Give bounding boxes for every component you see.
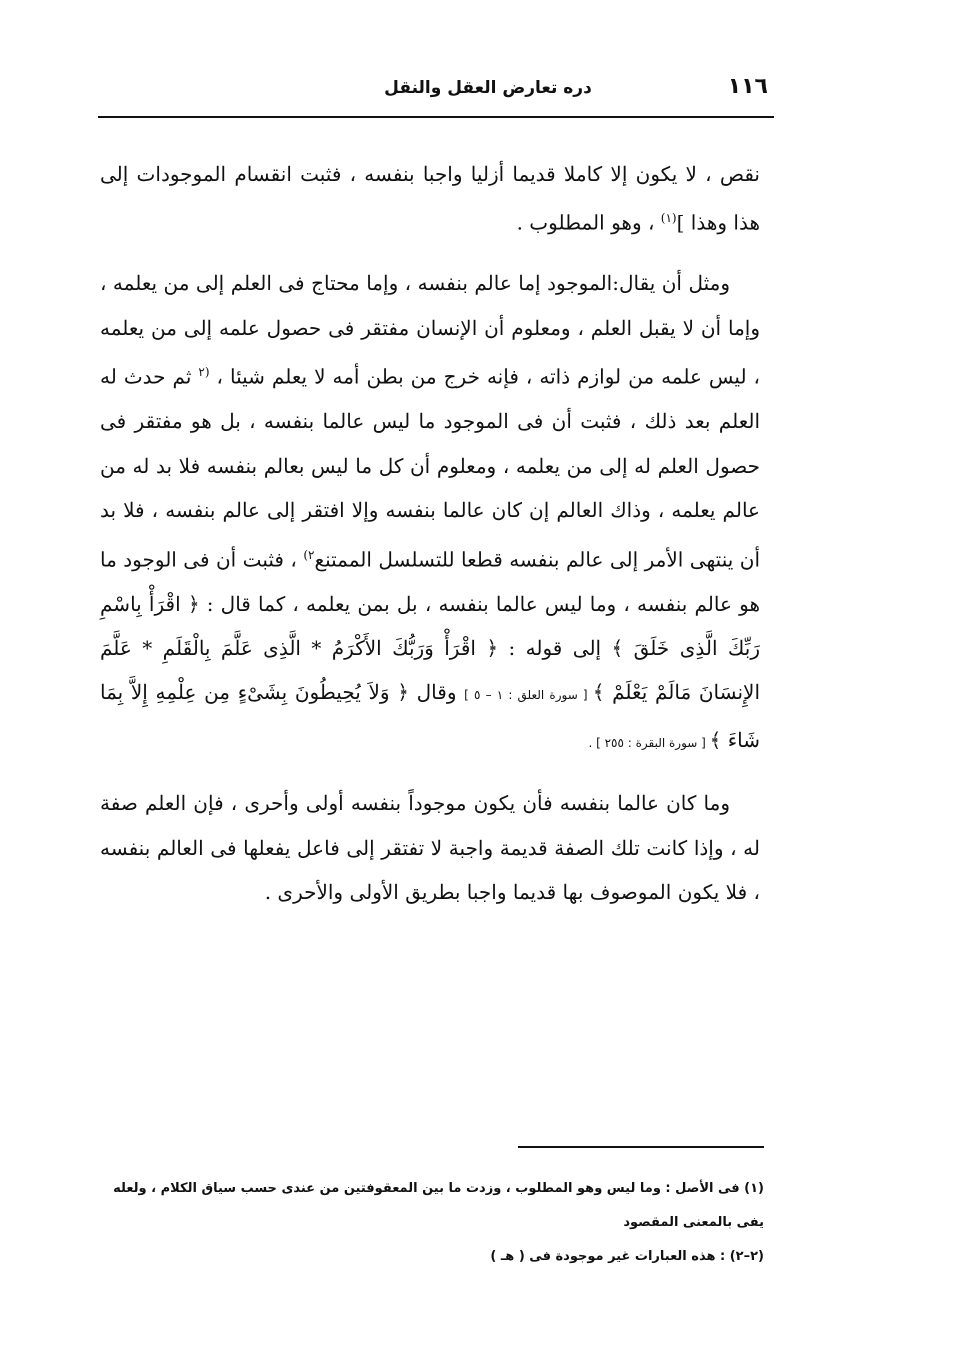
surah-reference-2: [ سورة البقرة : ٢٥٥ ] . (588, 735, 710, 750)
paragraph-1-text-a: نقص ، لا يكون إلا كاملا قديما أزليا واجبا بنفسه ، فثبت انقسام الموجودات إلى هذا وهذا ] (100, 162, 760, 236)
main-text (100, 152, 760, 914)
footnote-marker-2-close: ٢) (303, 547, 315, 562)
quran-verse-3: ﴿ وَلاَ يُحِيطُونَ بِشَىْءٍ مِن عِلْمِهِ إِلاَّ بِمَا شَاءَ ﴾ (100, 680, 760, 752)
paragraph-2-text-c: ، فثبت أن فى الوجود ما هو عالم بنفسه ، وما ليس عالما بنفسه ، بل بمن يعلمه ، كما قال : (100, 547, 760, 616)
running-title: دره تعارض العقل والنقل (384, 78, 592, 98)
paragraph-2-text-d: إلى قوله : (498, 636, 612, 661)
paragraph-2-text-e: وقال (408, 680, 465, 705)
quran-verse-2: ﴿ اقْرَأْ وَرَبُّكَ الأَكْرَمُ * الَّذِى عَلَّمَ بِالْقَلَمِ * عَلَّمَ الإِنسَانَ مَالَمْ يَعْلَمْ ﴾ (100, 636, 760, 705)
quran-verse-1: ﴿ اقْرَأْ بِاسْمِ رَبِّكَ الَّذِى خَلَقَ ﴾ (100, 591, 760, 661)
paragraph-2-text-a: ومثل أن يقال:الموجود إما عالم بنفسه ، وإما محتاج فى العلم إلى من يعلمه ، وإما أن لا يقبل العلم ، ومعلوم أن الإنسان مفتقر فى حصول علمه إلى من يعلمه ، ليس علمه من لوازم ذاته ، فإنه خرج من بطن أمه لا يعلم شيئا ، (100, 271, 760, 389)
paragraph-2-text-b: ثم حدث له العلم بعد ذلك ، فثبت أن فى الموجود ما ليس عالما بنفسه ، بل هو مفتقر فى حصول العلم له إلى من يعلمه ، ومعلوم أن كل ما ليس بعالم بنفسه فلا بد له من عالم يعلمه ، وذاك العالم إن كان عالما بنفسه وإلا افتقر إلى عالم بنفسه ، فلا بد أن ينتهى الأمر إلى عالم بنفسه قطعا للتسلسل الممتنع (100, 364, 760, 572)
footnote-marker-1: (١) (660, 211, 677, 226)
paragraph-1 (100, 152, 760, 245)
paragraph-2 (100, 261, 760, 765)
footnote-divider (518, 1146, 764, 1148)
page-number: ١١٦ (727, 74, 768, 99)
footnote-2: (٢–٢) : هذه العبارات غير موجودة فى ( هـ ) (490, 1249, 764, 1264)
paragraph-3: وما كان عالما بنفسه فأن يكون موجوداً بنفسه أولى وأحرى ، فإن العلم صفة له ، وإذا كانت تلك الصفة قديمة واجبة لا تفتقر إلى فاعل يفعلها فى العالم بنفسه ، فلا يكون الموصوف بها قديما واجبا بطريق الأولى والأحرى . (100, 791, 760, 905)
surah-reference-1: [ سورة العلق : ١ – ٥ ] (464, 688, 593, 703)
footnote-marker-2-open: (٢ (198, 365, 210, 380)
footnote-1: (١) فى الأصل : وما ليس وهو المطلوب ، وزدت ما بين المعقوفتين من عندى حسب سياق الكلام ، ولعله يفى بالمعنى المقصود (113, 1181, 764, 1230)
paragraph-1-text-b: ، وهو المطلوب . (516, 211, 661, 236)
page-header (98, 70, 774, 118)
footnotes (100, 1172, 764, 1274)
